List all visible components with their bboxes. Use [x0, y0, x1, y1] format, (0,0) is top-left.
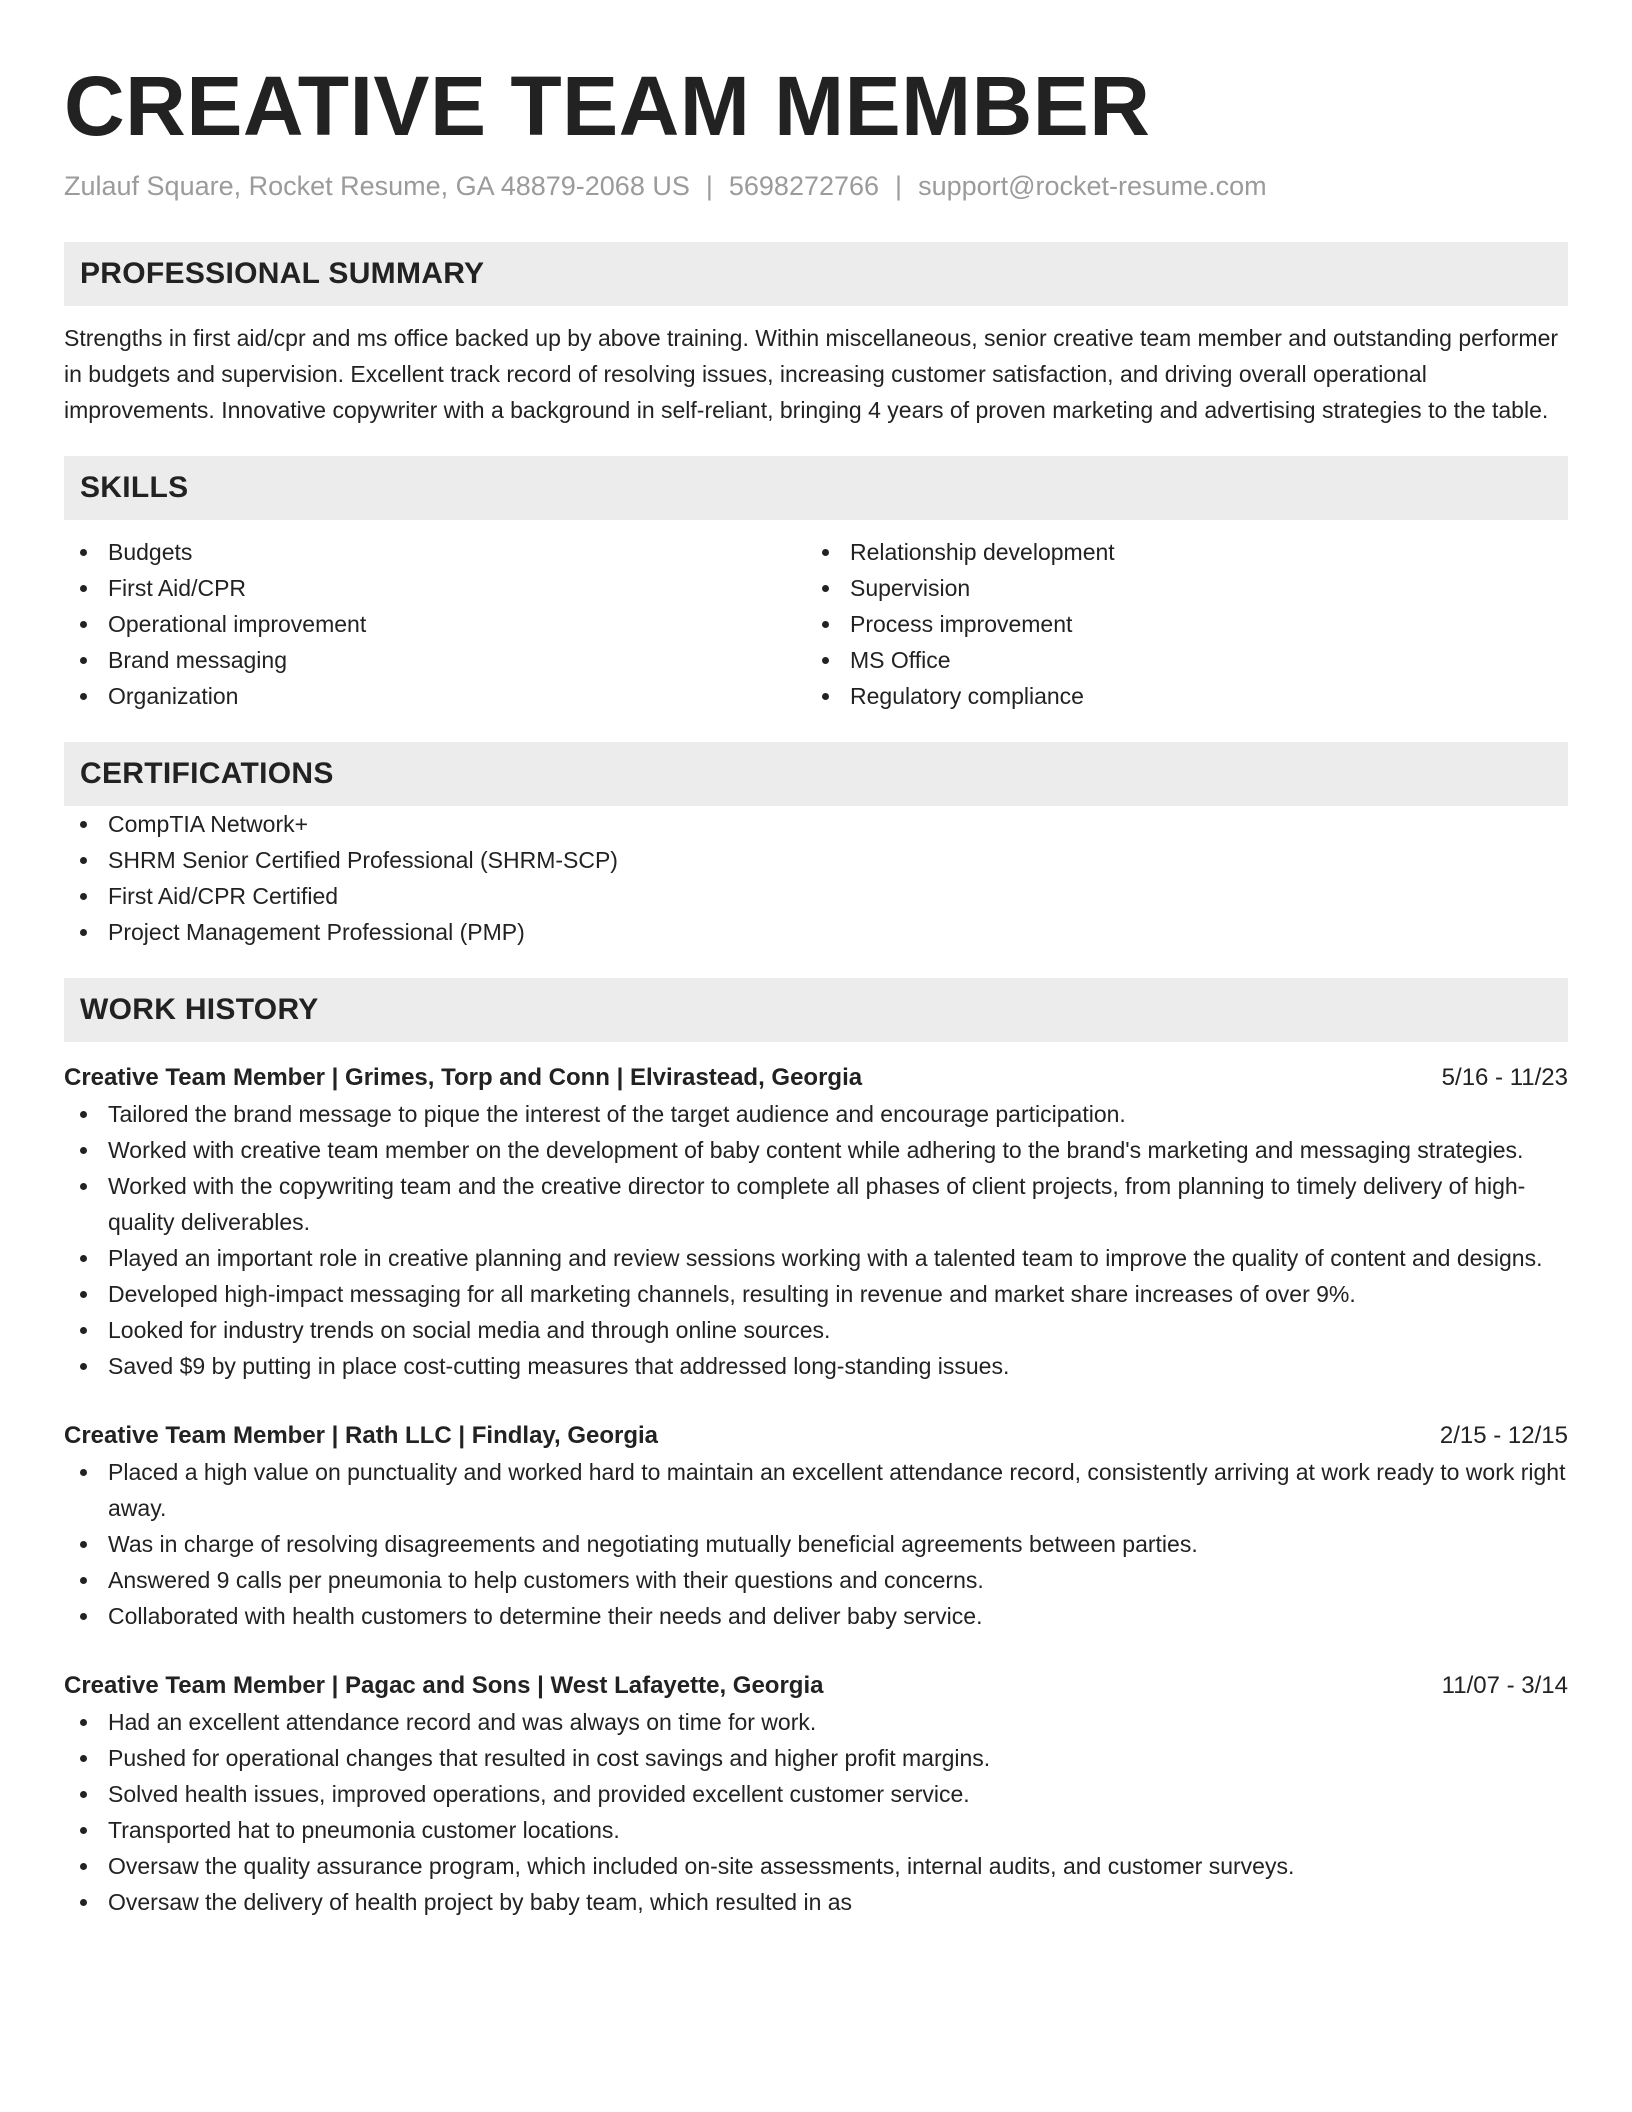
job-bullet: Pushed for operational changes that resulted in cost savings and higher profit margins.	[64, 1740, 1568, 1776]
job-bullet-list	[64, 1454, 1568, 1634]
skill-item: Budgets	[64, 534, 806, 570]
job-bullet: Played an important role in creative planning and review sessions working with a talented team to improve the quality of content and designs.	[64, 1240, 1568, 1276]
contact-separator: |	[895, 171, 903, 201]
job-bullet: Worked with creative team member on the development of baby content while adhering to the brand's marketing and messaging strategies.	[64, 1132, 1568, 1168]
job-bullet-list	[64, 1096, 1568, 1384]
job-bullet: Transported hat to pneumonia customer locations.	[64, 1812, 1568, 1848]
job-dates: 5/16 - 11/23	[1441, 1064, 1568, 1091]
certification-item: CompTIA Network+	[64, 806, 1568, 842]
job-bullet: Worked with the copywriting team and the creative director to complete all phases of client projects, from planning to timely delivery of high-quality deliverables.	[64, 1168, 1568, 1240]
job-bullet: Developed high-impact messaging for all marketing channels, resulting in revenue and market share increases of over 9%.	[64, 1276, 1568, 1312]
skill-item: Process improvement	[806, 606, 1548, 642]
contact-phone: 5698272766	[728, 171, 880, 201]
summary-text: Strengths in first aid/cpr and ms office backed up by above training. Within miscellaneous, senior creative team member and outstanding performer in budgets and supervision. Excellent track record of resolving issues, increasing customer satisfaction, and driving overall operational improvements. Innovative copywriter with a background in self-reliant, bringing 4 years of proven marketing and advertising strategies to the table.	[64, 325, 1559, 423]
certifications-list	[64, 806, 1568, 950]
section-heading-skills: SKILLS	[64, 456, 1568, 520]
skills-list-left	[64, 534, 806, 714]
certification-item: Project Management Professional (PMP)	[64, 914, 1568, 950]
job-bullet: Looked for industry trends on social media and through online sources.	[64, 1312, 1568, 1348]
certification-item: First Aid/CPR Certified	[64, 878, 1568, 914]
candidate-name: CREATIVE TEAM MEMBER	[64, 59, 1151, 153]
job-bullet: Tailored the brand message to pique the interest of the target audience and encourage participation.	[64, 1096, 1568, 1132]
skills-list-right	[806, 534, 1548, 714]
skill-item: Supervision	[806, 570, 1548, 606]
job-bullet: Was in charge of resolving disagreements and negotiating mutually beneficial agreements between parties.	[64, 1526, 1568, 1562]
job-header	[64, 1418, 1568, 1454]
job-bullet: Saved $9 by putting in place cost-cutting measures that addressed long-standing issues.	[64, 1348, 1568, 1384]
job-bullet-list	[64, 1704, 1568, 1920]
job-title: Creative Team Member | Rath LLC | Findlay, Georgia	[64, 1422, 659, 1449]
section-heading-certifications: CERTIFICATIONS	[64, 742, 1568, 806]
job-bullet: Had an excellent attendance record and was always on time for work.	[64, 1704, 1568, 1740]
contact-email[interactable]: support@rocket-resume.com	[918, 171, 1267, 201]
resume-page	[64, 0, 1568, 1920]
skill-item: Relationship development	[806, 534, 1548, 570]
contact-line	[64, 168, 1568, 204]
certification-item: SHRM Senior Certified Professional (SHRM-SCP)	[64, 842, 1568, 878]
skill-item: Operational improvement	[64, 606, 806, 642]
job-dates: 2/15 - 12/15	[1439, 1422, 1568, 1449]
job-bullet: Oversaw the quality assurance program, which included on-site assessments, internal audits, and customer surveys.	[64, 1848, 1568, 1884]
section-heading-work-history: WORK HISTORY	[64, 978, 1568, 1042]
job-bullet: Solved health issues, improved operations, and provided excellent customer service.	[64, 1776, 1568, 1812]
job-bullet: Answered 9 calls per pneumonia to help customers with their questions and concerns.	[64, 1562, 1568, 1598]
skill-item: Organization	[64, 678, 806, 714]
skills-grid	[64, 534, 1568, 714]
section-heading-summary: PROFESSIONAL SUMMARY	[64, 242, 1568, 306]
job-header	[64, 1060, 1568, 1096]
job-header	[64, 1668, 1568, 1704]
job-title: Creative Team Member | Grimes, Torp and Conn | Elvirastead, Georgia	[64, 1064, 863, 1091]
skill-item: MS Office	[806, 642, 1548, 678]
skill-item: First Aid/CPR	[64, 570, 806, 606]
job-bullet: Collaborated with health customers to determine their needs and deliver baby service.	[64, 1598, 1568, 1634]
job-bullet: Oversaw the delivery of health project by baby team, which resulted in as	[64, 1884, 1568, 1920]
job-title: Creative Team Member | Pagac and Sons | West Lafayette, Georgia	[64, 1672, 824, 1699]
contact-address: Zulauf Square, Rocket Resume, GA 48879-2068 US	[64, 171, 690, 201]
skill-item: Regulatory compliance	[806, 678, 1548, 714]
job-bullet: Placed a high value on punctuality and worked hard to maintain an excellent attendance record, consistently arriving at work ready to work right away.	[64, 1454, 1568, 1526]
job-dates: 11/07 - 3/14	[1441, 1672, 1568, 1699]
skill-item: Brand messaging	[64, 642, 806, 678]
contact-separator: |	[705, 171, 713, 201]
